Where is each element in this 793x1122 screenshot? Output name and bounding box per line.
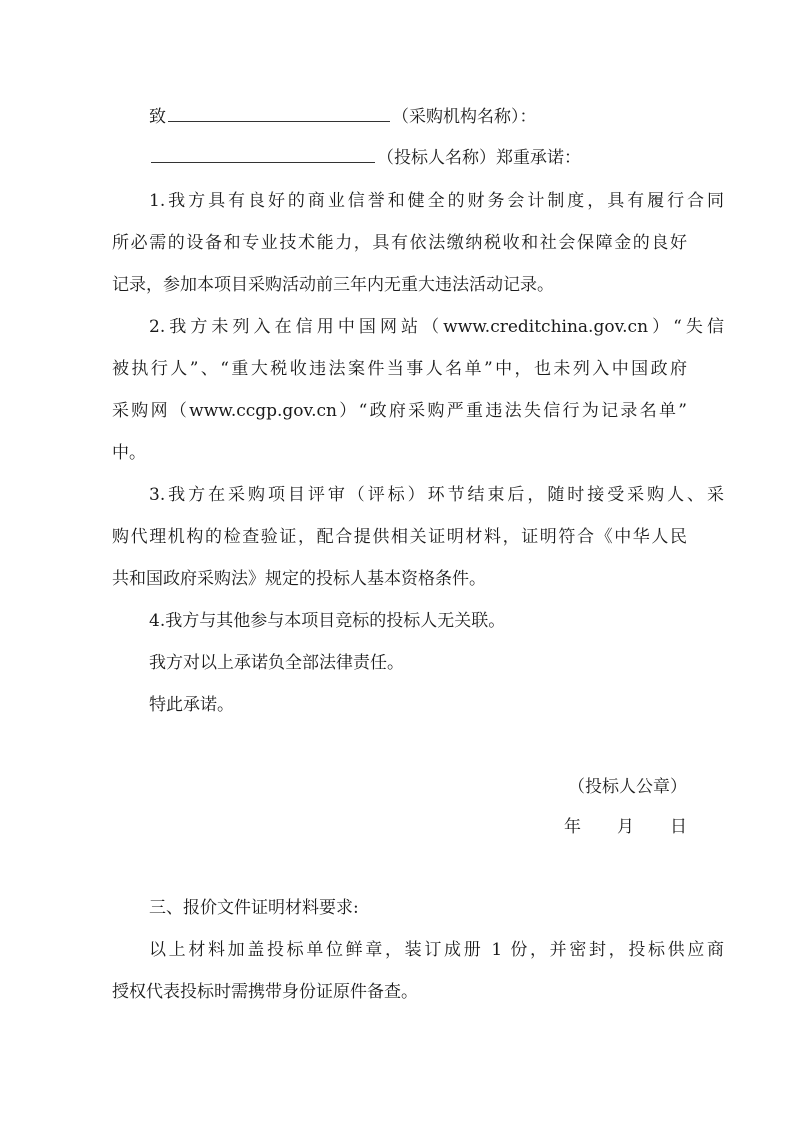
commitment-2-line-3: 采购网（www.ccgp.gov.cn）“政府采购严重违法失信行为记录名单” (112, 401, 687, 421)
commitment-2-line-4: 中。 (112, 443, 146, 463)
date-day: 日 (670, 817, 687, 837)
salutation-agency-line (112, 96, 724, 138)
commitment-3-line-3: 共和国政府采购法》规定的投标人基本资格条件。 (112, 569, 486, 589)
salutation-bidder-line (112, 137, 724, 179)
salutation-to: 致 (149, 107, 166, 127)
agency-suffix: （采购机构名称）： (392, 107, 537, 127)
bidder-name-blank[interactable] (151, 161, 375, 163)
date-month: 月 (617, 817, 634, 837)
section-3-line-1: 以上材料加盖投标单位鲜章，装订成册 1 份，并密封，投标供应商 (149, 940, 724, 960)
bidder-seal-label: （投标人公章） (568, 777, 687, 797)
commitment-1-line-2: 所必需的设备和专业技术能力，具有依法缴纳税收和社会保障金的良好 (112, 233, 687, 253)
section-3-heading: 三、报价文件证明材料要求: (149, 898, 359, 918)
closing-statement: 特此承诺。 (149, 695, 234, 715)
commitment-1-line-3: 记录，参加本项目采购活动前三年内无重大违法活动记录。 (112, 275, 554, 295)
commitment-2-line-2: 被执行人”、“重大税收违法案件当事人名单”中，也未列入中国政府 (112, 359, 687, 379)
commitment-2-line-1: 2.我方未列入在信用中国网站（www.creditchina.gov.cn）“失信 (149, 317, 724, 337)
bidder-suffix: （投标人名称）郑重承诺： (377, 148, 581, 168)
commitment-1-line-1: 1.我方具有良好的商业信誉和健全的财务会计制度，具有履行合同 (149, 191, 724, 211)
section-3-line-2: 授权代表投标时需携带身份证原件备查。 (112, 982, 418, 1002)
commitment-4-line-1: 4.我方与其他参与本项目竞标的投标人无关联。 (149, 611, 506, 631)
signature-date (112, 806, 687, 848)
agency-name-blank[interactable] (168, 120, 390, 122)
liability-statement: 我方对以上承诺负全部法律责任。 (149, 653, 404, 673)
commitment-3-line-1: 3.我方在采购项目评审（评标）环节结束后，随时接受采购人、采 (149, 485, 724, 505)
date-year: 年 (564, 817, 581, 837)
commitment-3-line-2: 购代理机构的检查验证，配合提供相关证明材料，证明符合《中华人民 (112, 527, 687, 547)
